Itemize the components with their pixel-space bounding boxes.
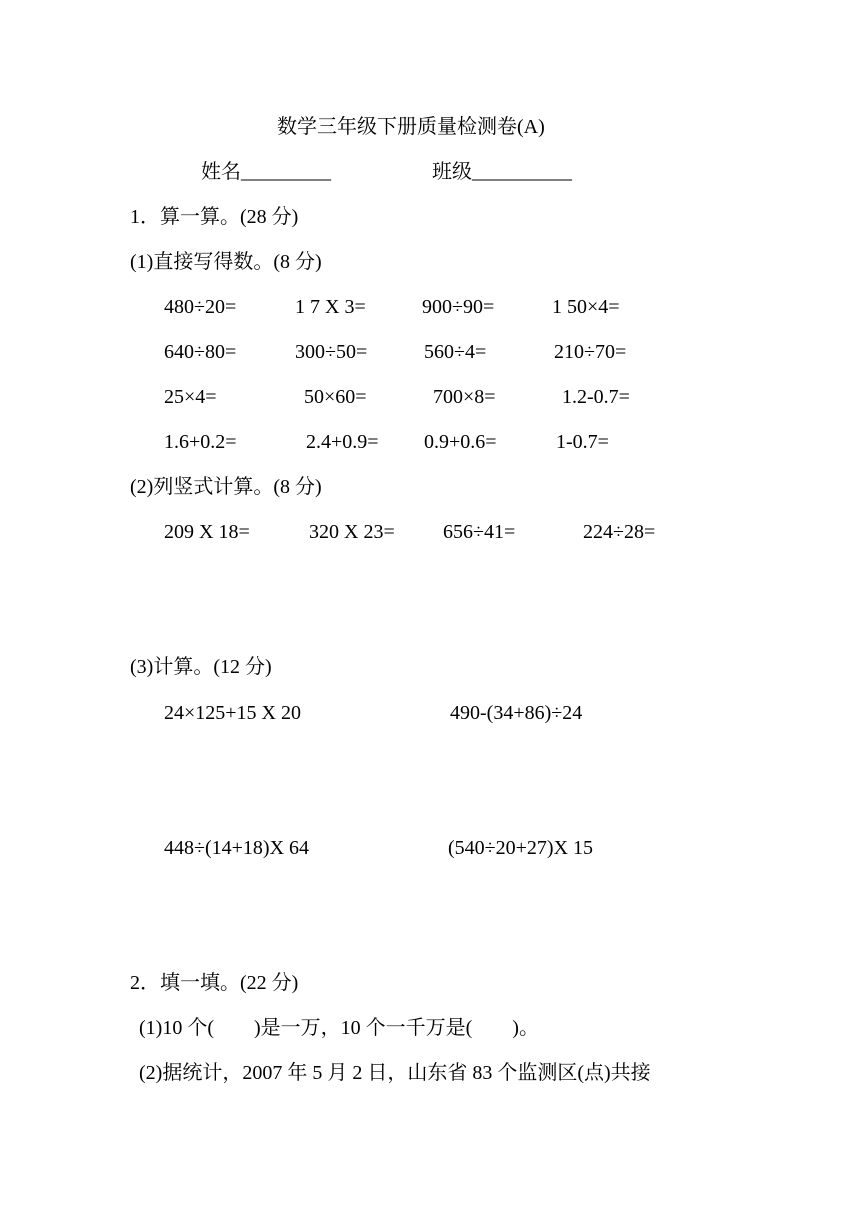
part3-heading: (3)计算。(12 分) (130, 656, 272, 678)
problem-item: 1 50×4= (552, 296, 620, 318)
problem-item: 900÷90= (422, 296, 495, 318)
problem-item: 1-0.7= (556, 431, 609, 453)
question-text: (2)据统计，2007 年 5 月 2 日，山东省 83 个监测区(点)共接 (139, 1062, 651, 1084)
problem-item: 320 X 23= (309, 521, 395, 543)
part2-heading: (2)列竖式计算。(8 分) (130, 476, 322, 498)
problem-item: 210÷70= (554, 341, 627, 363)
problem-item: 560÷4= (424, 341, 487, 363)
section2-heading: 2．填一填。(22 分) (130, 972, 299, 994)
problem-item: 2.4+0.9= (306, 431, 379, 453)
problem-item: 1.6+0.2= (164, 431, 237, 453)
question-text: (1)10 个( )是一万，10 个一千万是( )。 (139, 1017, 539, 1039)
problem-item: 300÷50= (295, 341, 368, 363)
page-title: 数学三年级下册质量检测卷(A) (277, 116, 545, 138)
part1-heading: (1)直接写得数。(8 分) (130, 251, 322, 273)
problem-item: 25×4= (164, 386, 217, 408)
problem-item: 480÷20= (164, 296, 237, 318)
problem-item: 448÷(14+18)X 64 (164, 837, 310, 859)
problem-item: (540÷20+27)X 15 (448, 837, 594, 859)
problem-item: 0.9+0.6= (424, 431, 497, 453)
name-field[interactable]: 姓名_________ (201, 161, 331, 183)
problem-item: 490-(34+86)÷24 (450, 702, 583, 724)
problem-item: 700×8= (433, 386, 496, 408)
problem-item: 50×60= (304, 386, 367, 408)
problem-item: 224÷28= (583, 521, 656, 543)
problem-item: 1 7 X 3= (295, 296, 366, 318)
problem-item: 640÷80= (164, 341, 237, 363)
class-field[interactable]: 班级__________ (432, 161, 572, 183)
problem-item: 209 X 18= (164, 521, 250, 543)
section1-heading: 1．算一算。(28 分) (130, 206, 299, 228)
problem-item: 1.2-0.7= (562, 386, 630, 408)
problem-item: 24×125+15 X 20 (164, 702, 302, 724)
problem-item: 656÷41= (443, 521, 516, 543)
